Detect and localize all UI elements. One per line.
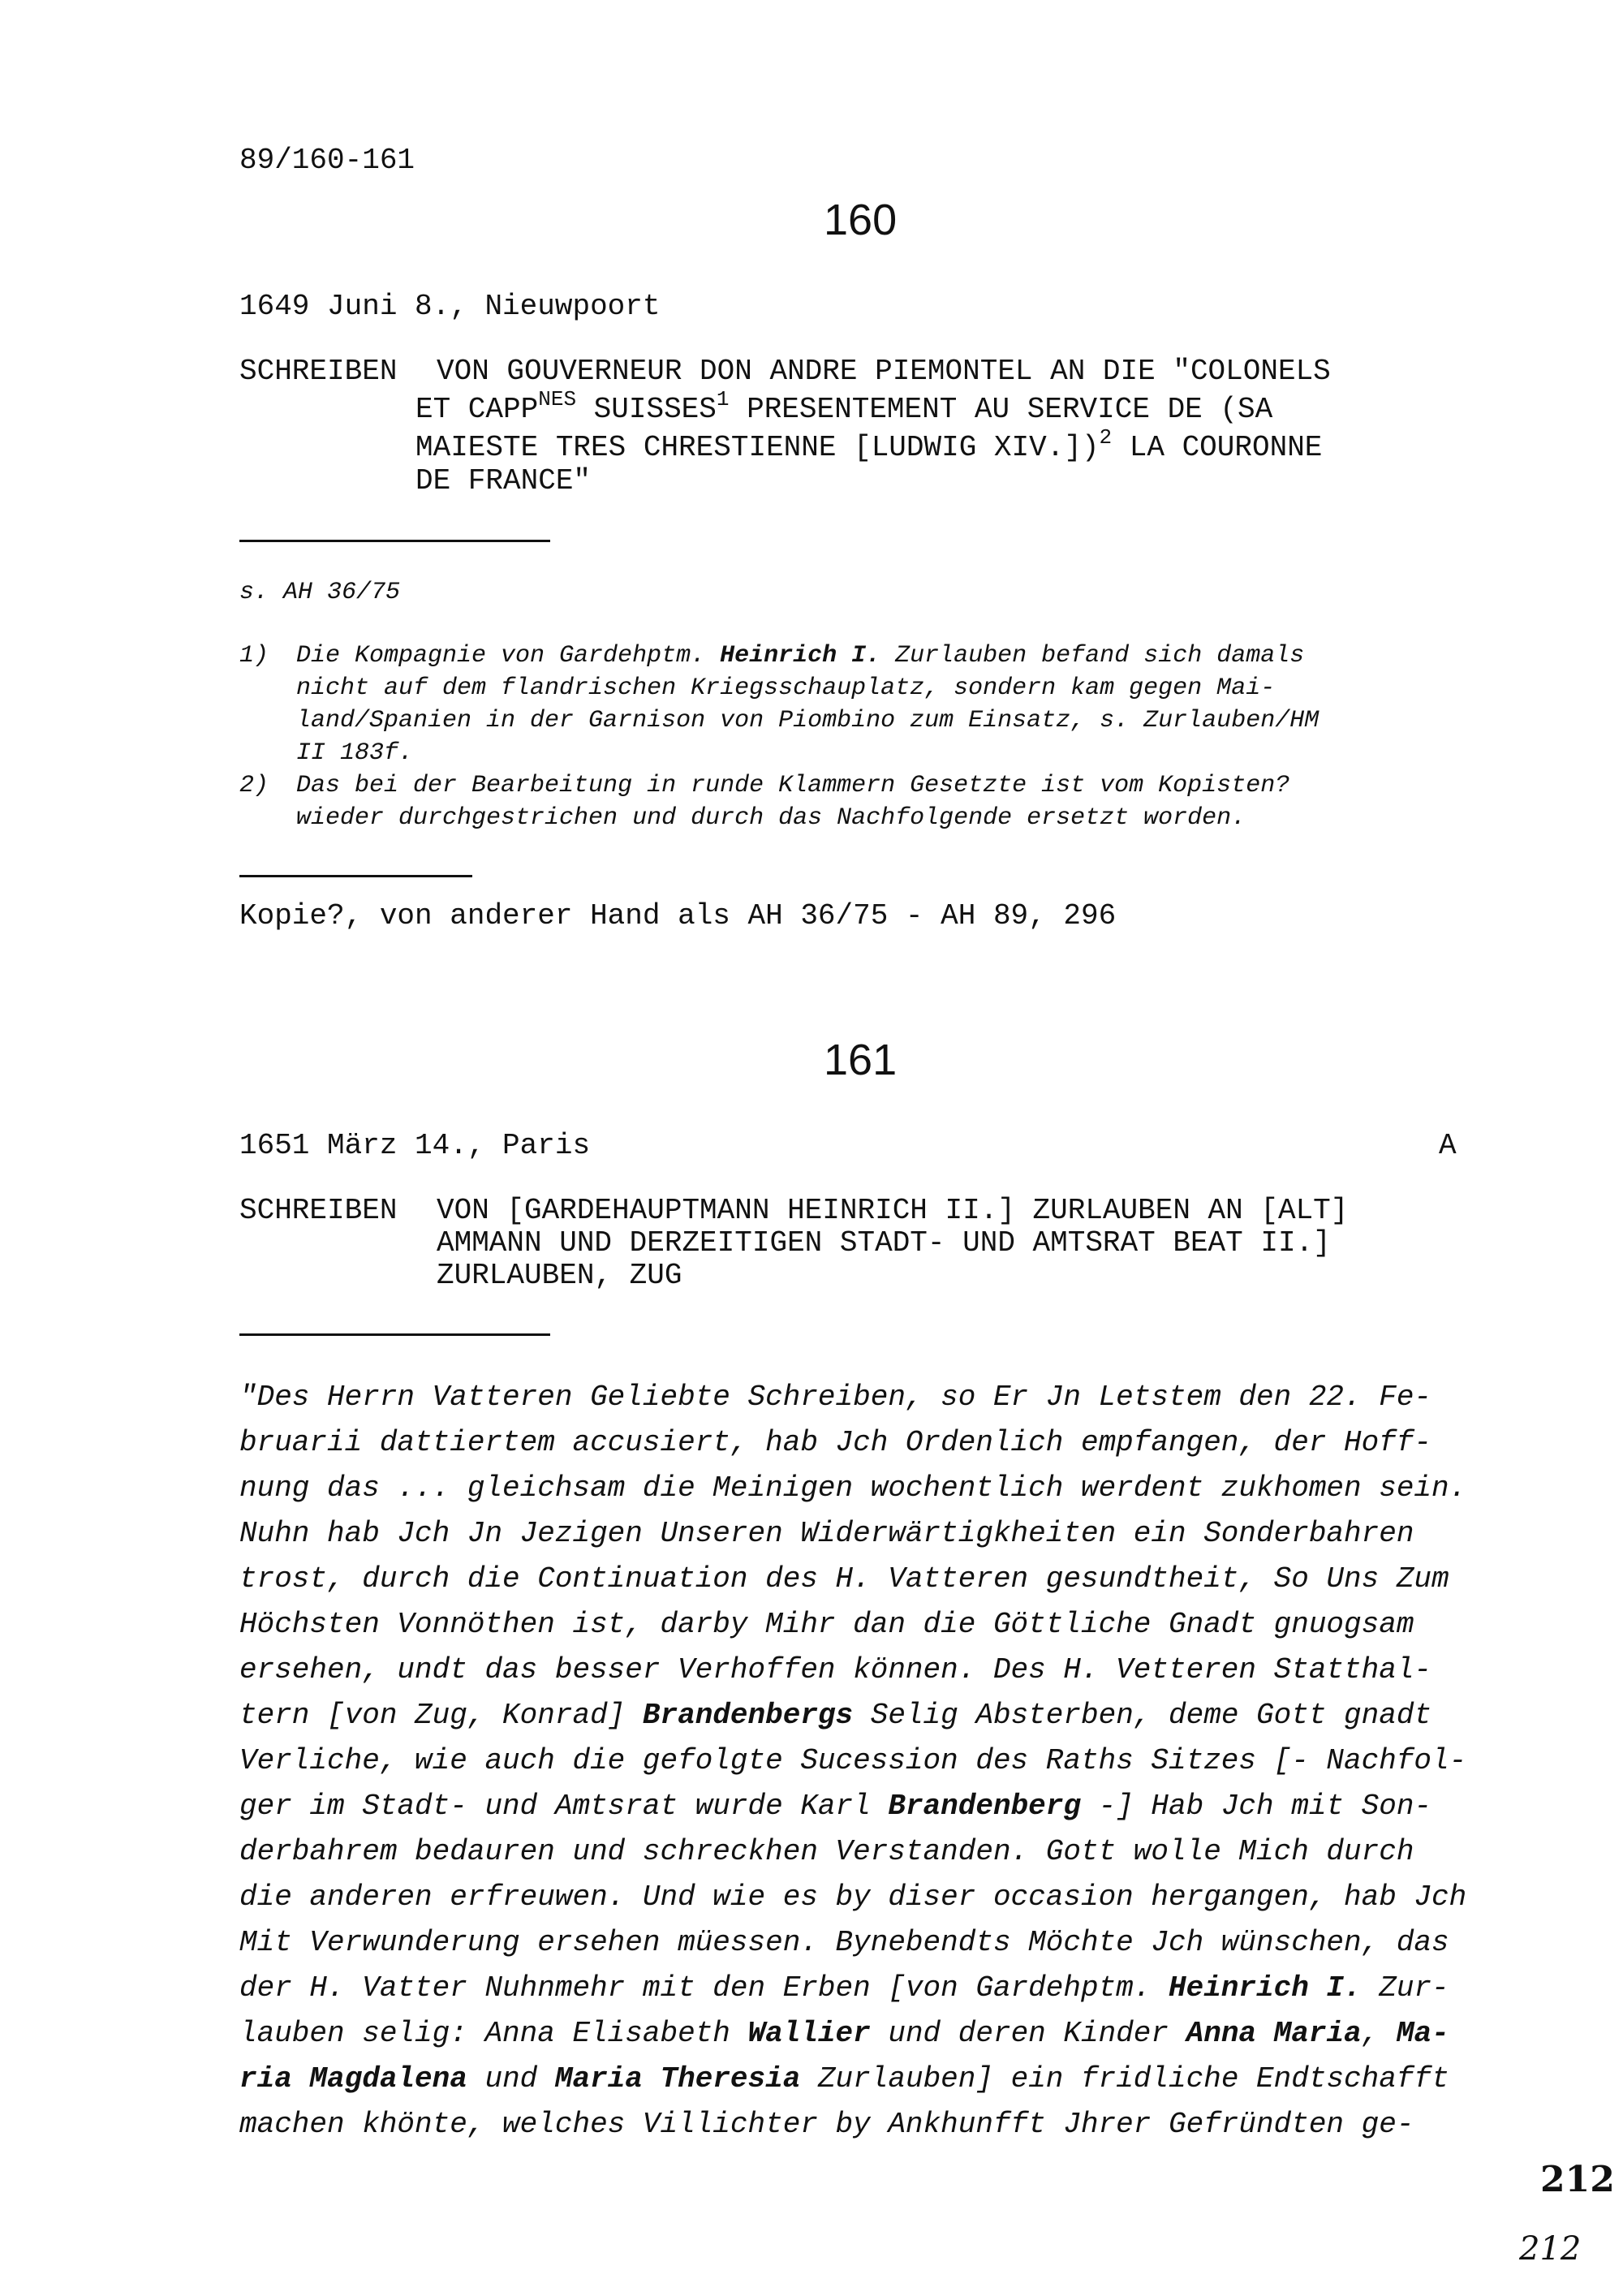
divider: [239, 875, 472, 877]
footnote-2-line-2: wieder durchgestrichen und durch das Nachfolgende ersetzt worden.: [296, 804, 1246, 832]
source-note-160: Kopie?, von anderer Hand als AH 36/75 - AH 89, 296: [239, 899, 1117, 933]
title-161-line-1: VON [GARDEHAUPTMANN HEINRICH II.] ZURLAUBEN AN [ALT]: [437, 1194, 1349, 1227]
source-marker: A: [1439, 1129, 1457, 1162]
footnote-1-marker: 1): [239, 642, 269, 670]
document-number-161: 161: [824, 1036, 898, 1084]
body-line: ersehen, undt das besser Verhoffen können. Des H. Vetteren Statthal-: [239, 1653, 1432, 1686]
footnote-1-line-4: II 183f.: [296, 739, 414, 767]
title-line-2: ET $CAPP^{NES}$ SUISSES$^1$ PRESENTEMENT AU SERVICE DE (SA: [415, 387, 1273, 426]
title-161-line-3: ZURLAUBEN, ZUG: [437, 1259, 682, 1292]
body-line: ria Magdalena und Maria Theresia Zurlauben] ein fridliche Endtschafft: [239, 2062, 1449, 2096]
body-line: machen khönte, welches Villichter by Ankhunfft Jhrer Gefründten ge-: [239, 2108, 1414, 2141]
title-label-160: SCHREIBEN: [239, 355, 398, 388]
footnote-ref-2: 2: [1099, 425, 1113, 450]
body-line: "Des Herrn Vatteren Geliebte Schreiben, so Er Jn Letstem den 22. Fe-: [239, 1381, 1432, 1414]
body-line: die anderen erfreuwen. Und wie es by diser occasion hergangen, hab Jch: [239, 1880, 1467, 1914]
footnote-1-line-2: nicht auf dem flandrischen Kriegsschauplatz, sondern kam gegen Mai-: [296, 674, 1276, 702]
footnote-2-line-1: Das bei der Bearbeitung in runde Klammern Gesetzte ist vom Kopisten?: [296, 772, 1290, 799]
footnote-1-line-3: land/Spanien in der Garnison von Piombino zum Einsatz, s. Zurlauben/HM: [296, 707, 1319, 734]
body-line: Verliche, wie auch die gefolgte Sucession des Raths Sitzes [- Nachfol-: [239, 1744, 1467, 1777]
body-line: nung das ... gleichsam die Meinigen wochentlich werdent zukhomen sein.: [239, 1471, 1467, 1505]
title-line-3: MAIESTE TRES CHRESTIENNE [LUDWIG XIV.])$^2$ LA COURONNE: [415, 425, 1323, 464]
title-line-1: VON GOUVERNEUR DON ANDRE PIEMONTEL AN DIE "COLONELS: [437, 355, 1331, 388]
title-line-4: DE FRANCE": [415, 464, 592, 498]
handwritten-page-number: 212: [1540, 2159, 1615, 2200]
body-line: ger im Stadt- und Amtsrat wurde Karl Brandenberg -] Hab Jch mit Son-: [239, 1790, 1432, 1823]
body-line: tern [von Zug, Konrad] Brandenbergs Selig Absterben, deme Gott gnadt: [239, 1699, 1432, 1732]
footnote-1-line-1: Die Kompagnie von Gardehptm. Heinrich I. Zurlauben befand sich damals: [296, 642, 1305, 670]
date-place-160: 1649 Juni 8., Nieuwpoort: [239, 290, 661, 323]
body-line: Mit Verwunderung ersehen müessen. Bynebendts Möchte Jch wünschen, das: [239, 1926, 1449, 1959]
body-line: trost, durch die Continuation des H. Vatteren gesundtheit, So Uns Zum: [239, 1562, 1449, 1596]
divider: [239, 1333, 550, 1336]
body-line: derbahrem bedauren und schreckhen Verstanden. Gott wolle Mich durch: [239, 1835, 1414, 1868]
superscript-nes: NES: [538, 387, 577, 411]
body-line: Nuhn hab Jch Jn Jezigen Unseren Widerwärtigkheiten ein Sonderbahren: [239, 1517, 1414, 1550]
body-line: der H. Vatter Nuhnmehr mit den Erben [von Gardehptm. Heinrich I. Zur-: [239, 1971, 1449, 2005]
title-label-161: SCHREIBEN: [239, 1194, 398, 1227]
reference-note: s. AH 36/75: [239, 579, 401, 606]
body-line: bruarii dattiertem accusiert, hab Jch Ordenlich empfangen, der Hoff-: [239, 1426, 1432, 1459]
title-161-line-2: AMMANN UND DERZEITIGEN STADT- UND AMTSRAT BEAT II.]: [437, 1226, 1331, 1260]
divider: [239, 540, 550, 542]
footnote-2-marker: 2): [239, 772, 269, 799]
date-place-161: 1651 März 14., Paris: [239, 1129, 591, 1162]
body-line: lauben selig: Anna Elisabeth Wallier und deren Kinder Anna Maria, Ma-: [239, 2017, 1449, 2050]
document-number-160: 160: [824, 196, 898, 244]
document-reference: 89/160-161: [239, 144, 415, 177]
body-line: Höchsten Vonnöthen ist, darby Mihr dan die Göttliche Gnadt gnuogsam: [239, 1608, 1414, 1641]
handwritten-page-number-2: 212: [1519, 2230, 1582, 2268]
footnote-ref-1: 1: [716, 387, 730, 411]
